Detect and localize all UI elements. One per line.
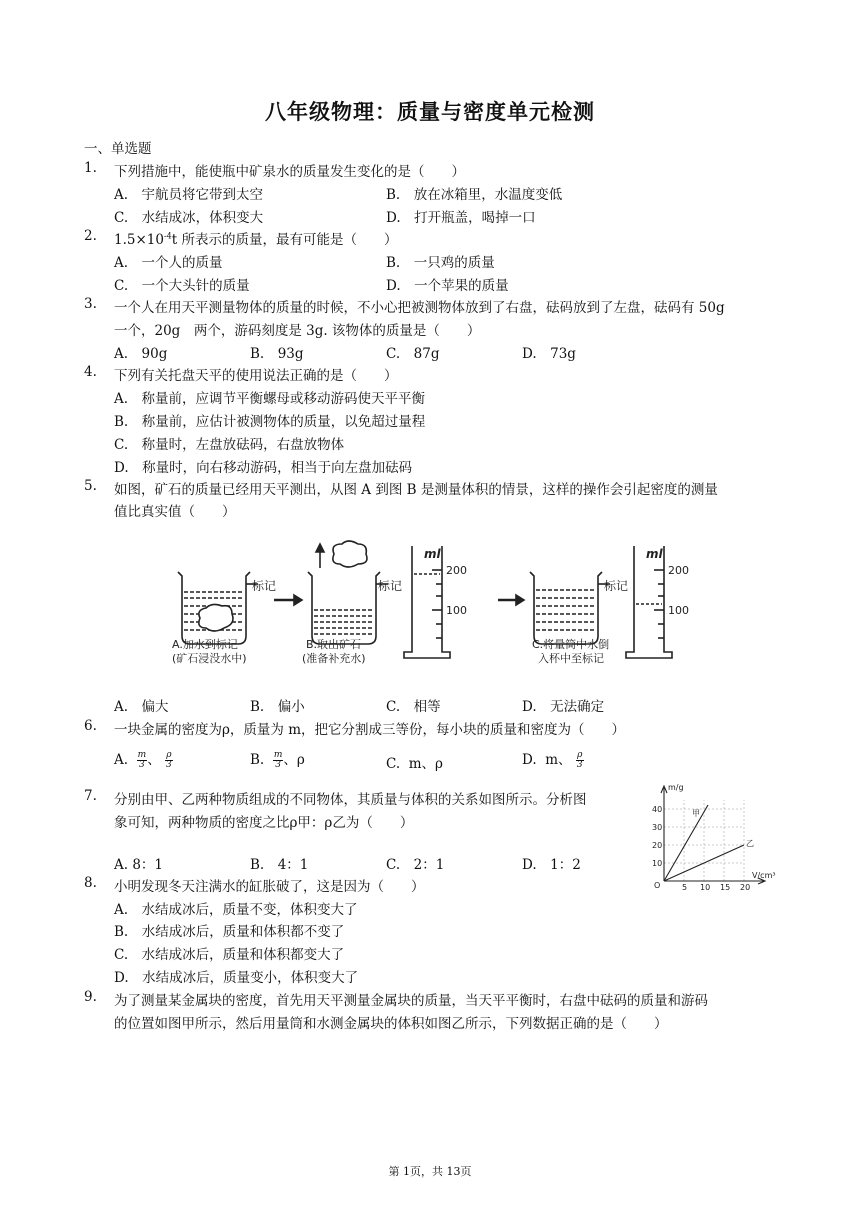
- option-c: C. 水结成冰，体积变大: [114, 210, 264, 226]
- option-c: C. 相等: [386, 699, 441, 715]
- option-b: B. 一只鸡的质量: [386, 255, 495, 271]
- ml-label-1: ml: [424, 547, 441, 561]
- mark-label-c: 标记: [604, 579, 629, 593]
- option-b: B. $\frac{m}{3}$ 、ρ: [250, 750, 305, 770]
- y-tick: 20: [652, 841, 663, 850]
- tick-200-1: 200: [446, 564, 467, 577]
- option-d: D. 73g: [522, 346, 576, 362]
- question-number: 9.: [84, 989, 97, 1005]
- option-c: C. 一个大头针的质量: [114, 278, 250, 294]
- mass-volume-graph: [646, 780, 782, 890]
- question-number: 6.: [84, 718, 97, 734]
- option-a: A. 偏大: [114, 699, 169, 715]
- question-text: 一块金属的密度为ρ，质量为 m，把它分割成三等份，每小块的质量和密度为（ ）: [114, 722, 626, 738]
- caption-c-1: C.将量筒中水倒: [532, 638, 610, 651]
- ml-label-2: ml: [646, 547, 663, 561]
- question-text-cont: 象可知，两种物质的密度之比ρ甲：ρ乙为（ ）: [114, 815, 414, 831]
- option-d: D. 无法确定: [522, 699, 605, 715]
- option-c: C. 87g: [386, 346, 440, 362]
- question-text: 下列措施中，能使瓶中矿泉水的质量发生变化的是（ ）: [114, 164, 465, 180]
- option-b: B. 偏小: [250, 699, 305, 715]
- y-tick: 30: [652, 823, 663, 832]
- page-footer: 第 1页，共 13页: [388, 1165, 472, 1178]
- option-d: D. 称量时，向右移动游码，相当于向左盘加砝码: [114, 460, 413, 476]
- option-a: A. 90g: [114, 346, 168, 362]
- question-text: 一个人在用天平测量物体的质量的时候，不小心把被测物体放到了右盘，砝码放到了左盘，砝码有 50g: [114, 300, 725, 316]
- caption-a-1: A.加水到标记: [172, 638, 238, 651]
- option-d: D. 1：2: [522, 857, 581, 873]
- question-number: 1.: [84, 160, 97, 176]
- question-number: 4.: [84, 364, 97, 380]
- option-a: A. 称量前，应调节平衡螺母或移动游码使天平平衡: [114, 391, 426, 407]
- mark-label-b: 标记: [378, 579, 403, 593]
- y-axis-label: m/g: [668, 783, 684, 792]
- option-a: A. 水结成冰后，质量不变，体积变大了: [114, 902, 358, 918]
- option-c: C. 2：1: [386, 857, 445, 873]
- series-jia-label: 甲: [692, 809, 700, 818]
- option-b: B. 放在冰箱里，水温度变低: [386, 187, 563, 203]
- question-number: 8.: [84, 875, 97, 891]
- option-a: A. 一个人的质量: [114, 255, 223, 271]
- option-a: A. 宇航员将它带到太空: [114, 187, 264, 203]
- x-tick: 10: [700, 883, 711, 890]
- question-number: 2.: [84, 228, 97, 244]
- option-d: D. 打开瓶盖，喝掉一口: [386, 210, 536, 226]
- y-tick: 10: [652, 859, 663, 868]
- page-title: 八年级物理：质量与密度单元检测: [265, 100, 595, 124]
- question-text: $1.5\times 10^{-4}t$ 所表示的质量，最有可能是（ ）: [114, 231, 398, 248]
- option-a: A. 8：1: [114, 857, 164, 873]
- question-text: 如图，矿石的质量已经用天平测出，从图 A 到图 B 是测量体积的情景，这样的操作会引起密度的测量: [114, 482, 718, 498]
- question-text-cont: 一个，20g 两个，游码刻度是 3g. 该物体的质量是（ ）: [114, 323, 481, 339]
- option-b: B. 4：1: [250, 857, 309, 873]
- question-text: 为了测量某金属块的密度，首先用天平测量金属块的质量，当天平平衡时，右盘中砝码的质量和游码: [114, 993, 708, 1009]
- x-axis-label: V/cm³: [752, 871, 776, 880]
- density-measurement-figure: [168, 540, 708, 670]
- option-c: C. m、ρ: [386, 756, 443, 772]
- option-b: B. 称量前，应估计被测物体的质量，以免超过量程: [114, 414, 426, 430]
- caption-a-2: (矿石浸没水中): [172, 652, 247, 665]
- question-text: 分别由甲、乙两种物质组成的不同物体，其质量与体积的关系如图所示。分析图: [114, 792, 587, 808]
- question-number: 7.: [84, 788, 97, 804]
- mark-label-a: 标记: [252, 579, 277, 593]
- question-text: 小明发现冬天注满水的缸胀破了，这是因为（ ）: [114, 879, 425, 895]
- option-b: B. 水结成冰后，质量和体积都不变了: [114, 924, 345, 940]
- origin-label: O: [654, 881, 661, 890]
- caption-c-2: 入杯中至标记: [538, 652, 604, 665]
- question-text-cont: 值比真实值（ ）: [114, 504, 236, 520]
- caption-b-2: (准备补充水): [302, 652, 366, 665]
- tick-100-1: 100: [446, 604, 467, 617]
- option-d: D. 水结成冰后，质量变小，体积变大了: [114, 970, 359, 986]
- tick-100-2: 100: [668, 604, 689, 617]
- x-tick: 5: [682, 883, 688, 890]
- option-d: D. m、 $\frac{\rho}{3}$: [522, 750, 583, 770]
- series-yi-label: 乙: [746, 839, 754, 848]
- option-a: A. $\frac{m}{3}$ 、 $\frac{\rho}{3}$: [114, 750, 172, 770]
- question-text: 下列有关托盘天平的使用说法正确的是（ ）: [114, 368, 398, 384]
- caption-b-1: B.取出矿石: [306, 638, 362, 651]
- y-tick: 40: [652, 805, 663, 814]
- question-number: 5.: [84, 478, 97, 494]
- option-c: C. 水结成冰后，质量和体积都变大了: [114, 947, 345, 963]
- tick-200-2: 200: [668, 564, 689, 577]
- x-tick: 15: [720, 883, 731, 890]
- option-b: B. 93g: [250, 346, 304, 362]
- question-text-cont: 的位置如图甲所示，然后用量筒和水测金属块的体积如图乙所示，下列数据正确的是（ ）: [114, 1016, 668, 1032]
- section-heading: 一、单选题: [84, 141, 152, 157]
- option-c: C. 称量时，左盘放砝码，右盘放物体: [114, 437, 345, 453]
- x-tick: 20: [740, 883, 751, 890]
- question-number: 3.: [84, 296, 97, 312]
- option-d: D. 一个苹果的质量: [386, 278, 509, 294]
